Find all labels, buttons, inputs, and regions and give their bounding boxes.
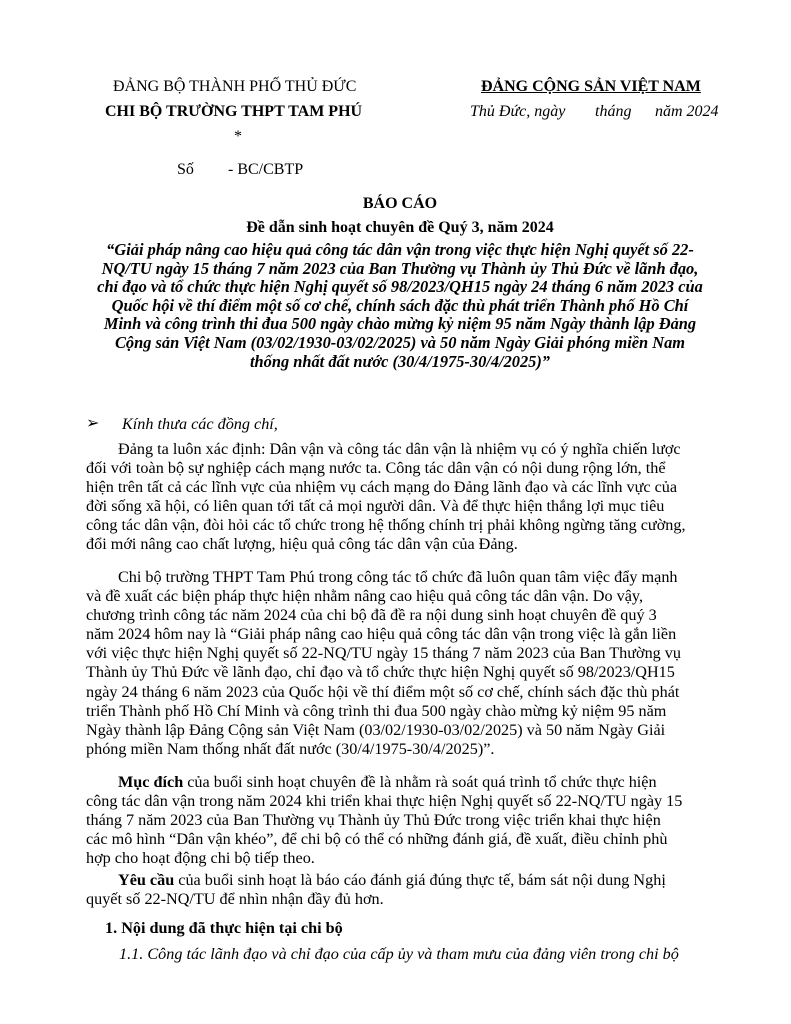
date-place: Thủ Đức, ngày: [470, 103, 566, 120]
paragraph-line: và đề xuất các biện pháp thực hiện nhằm nâng cao hiệu quả công tác dân vận. Do vậy,: [86, 587, 643, 606]
paragraph-line: quyết số 22-NQ/TU để nhìn nhận đầy đủ hơn.: [86, 890, 384, 909]
date-year: năm 2024: [655, 103, 719, 120]
paragraph-line: triển Thành phố Hồ Chí Minh và công trình thi đua 500 ngày chào mừng kỷ niệm 95 năm: [86, 701, 667, 720]
topic-line: “Giải pháp nâng cao hiệu quả công tác dân vận trong việc thực hiện Nghị quyết số 22-: [106, 240, 694, 259]
paragraph-line: hiện trên tất cả các lĩnh vực của nhiệm vụ cách mạng do Đảng lãnh đạo và các lĩnh vực của: [86, 478, 678, 497]
doc-number-label: Số: [177, 161, 194, 178]
greeting: Kính thưa các đồng chí,: [122, 415, 278, 433]
section-heading: 1. Nội dung đã thực hiện tại chi bộ: [105, 919, 343, 937]
doc-number-suffix: - BC/CBTP: [228, 161, 304, 178]
date-month: tháng: [595, 103, 632, 120]
paragraph-line: công tác dân vận, đòi hỏi các tổ chức trong hệ thống chính trị phải không ngừng tăng cường,: [86, 516, 686, 535]
paragraph-line: hợp cho hoạt động chi bộ tiếp theo.: [86, 849, 315, 868]
topic-line: chỉ đạo và tổ chức thực hiện Nghị quyết số 98/2023/QH15 ngày 24 tháng 6 năm 2023 của: [97, 277, 703, 297]
paragraph-line: đổi mới nâng cao chất lượng, hiệu quả công tác dân vận của Đảng.: [86, 535, 518, 554]
report-topic: [70, 241, 730, 371]
paragraph-line: chương trình công tác năm 2024 của chi bộ đã đề ra nội dung sinh hoạt chuyên đề quý 3: [86, 606, 657, 625]
paragraph-1: [86, 440, 721, 555]
paragraph-line: Chi bộ trường THPT Tam Phú trong công tác tổ chức đã luôn quan tâm việc đẩy mạnh: [118, 568, 678, 586]
paragraph-line: đối với toàn bộ sự nghiệp cách mạng nước ta. Công tác dân vận có nội dung rộng lớn, thể: [86, 459, 666, 478]
paragraph-4: [86, 871, 721, 909]
purpose-label: Mục đích: [118, 773, 184, 791]
requirement-label: Yêu cầu: [118, 871, 175, 889]
paragraph-line: công tác dân vận trong năm 2024 khi triển khai thực hiện Nghị quyết số 22-NQ/TU ngày 15: [86, 792, 683, 811]
paragraph-line: các mô hình “Dân vận khéo”, để chi bộ có thể có những đánh giá, đề xuất, điều chỉnh phù: [86, 830, 668, 849]
report-title: BÁO CÁO: [362, 195, 438, 212]
header-star: *: [234, 128, 242, 145]
party-cell-name: CHI BỘ TRƯỜNG THPT TAM PHÚ: [105, 103, 363, 120]
paragraph-line: Mục đích của buổi sinh hoạt chuyên đề là nhằm rà soát quá trình tổ chức thực hiện: [118, 773, 657, 791]
paragraph-line: với việc thực hiện Nghị quyết số 22-NQ/TU ngày 15 tháng 7 năm 2023 của Ban Thường vụ: [86, 644, 681, 663]
arrow-bullet-icon: ➢: [86, 415, 100, 432]
topic-line: Quốc hội về thí điểm một số cơ chế, chính sách đặc thù phát triển Thành phố Hồ Chí: [111, 295, 689, 315]
paragraph-line: ngày 24 tháng 6 năm 2023 của Quốc hội về thí điểm một số cơ chế, chính sách đặc thù phát: [86, 682, 680, 701]
subsection-heading: 1.1. Công tác lãnh đạo và chỉ đạo của cấp ủy và tham mưu của đảng viên trong chi bộ: [119, 945, 679, 963]
paragraph-line: năm 2024 hôm nay là “Giải pháp nâng cao hiệu quả công tác dân vận trong việc là gắn liền: [86, 625, 677, 644]
paragraph-line: Yêu cầu của buổi sinh hoạt là báo cáo đánh giá đúng thực tế, bám sát nội dung Nghị: [118, 871, 666, 889]
party-name: ĐẢNG CỘNG SẢN VIỆT NAM: [481, 78, 701, 95]
topic-line: Cộng sản Việt Nam (03/02/1930-03/02/2025) và 50 năm Ngày Giải phóng miền Nam: [114, 332, 686, 352]
topic-line: Minh và công trình thi đua 500 ngày chào mừng kỷ niệm 95 năm Ngày thành lập Đảng: [103, 314, 697, 334]
topic-line: thống nhất đất nước (30/4/1975-30/4/2025)”: [249, 351, 551, 371]
paragraph-line: tháng 7 năm 2023 của Ban Thường vụ Thành ủy Thủ Đức trong việc triển khai thực hiện: [86, 811, 661, 830]
paragraph-line: đời sống xã hội, có liên quan tới tất cả mọi người dân. Và để thực hiện thắng lợi mục tiêu: [86, 497, 665, 516]
paragraph-line: Thành ủy Thủ Đức về lãnh đạo, chỉ đạo và tổ chức thực hiện Nghị quyết số 98/2023/QH15: [86, 663, 675, 682]
party-committee-name: ĐẢNG BỘ THÀNH PHỐ THỦ ĐỨC: [113, 78, 357, 95]
topic-line: NQ/TU ngày 15 tháng 7 năm 2023 của Ban Thường vụ Thành ủy Thủ Đức về lãnh đạo,: [101, 258, 699, 278]
report-subtitle: Đề dẫn sinh hoạt chuyên đề Quý 3, năm 2024: [246, 219, 554, 236]
paragraph-3: [86, 773, 721, 868]
paragraph-line: Ngày thành lập Đảng Cộng sản Việt Nam (03/02/1930-03/02/2025) và 50 năm Ngày Giải: [86, 720, 666, 739]
paragraph-line: Đảng ta luôn xác định: Dân vận và công tác dân vận là nhiệm vụ có ý nghĩa chiến lược: [118, 440, 681, 458]
paragraph-2: [86, 568, 721, 759]
paragraph-line: phóng miền Nam thống nhất đất nước (30/4/1975-30/4/2025)”.: [86, 739, 495, 758]
